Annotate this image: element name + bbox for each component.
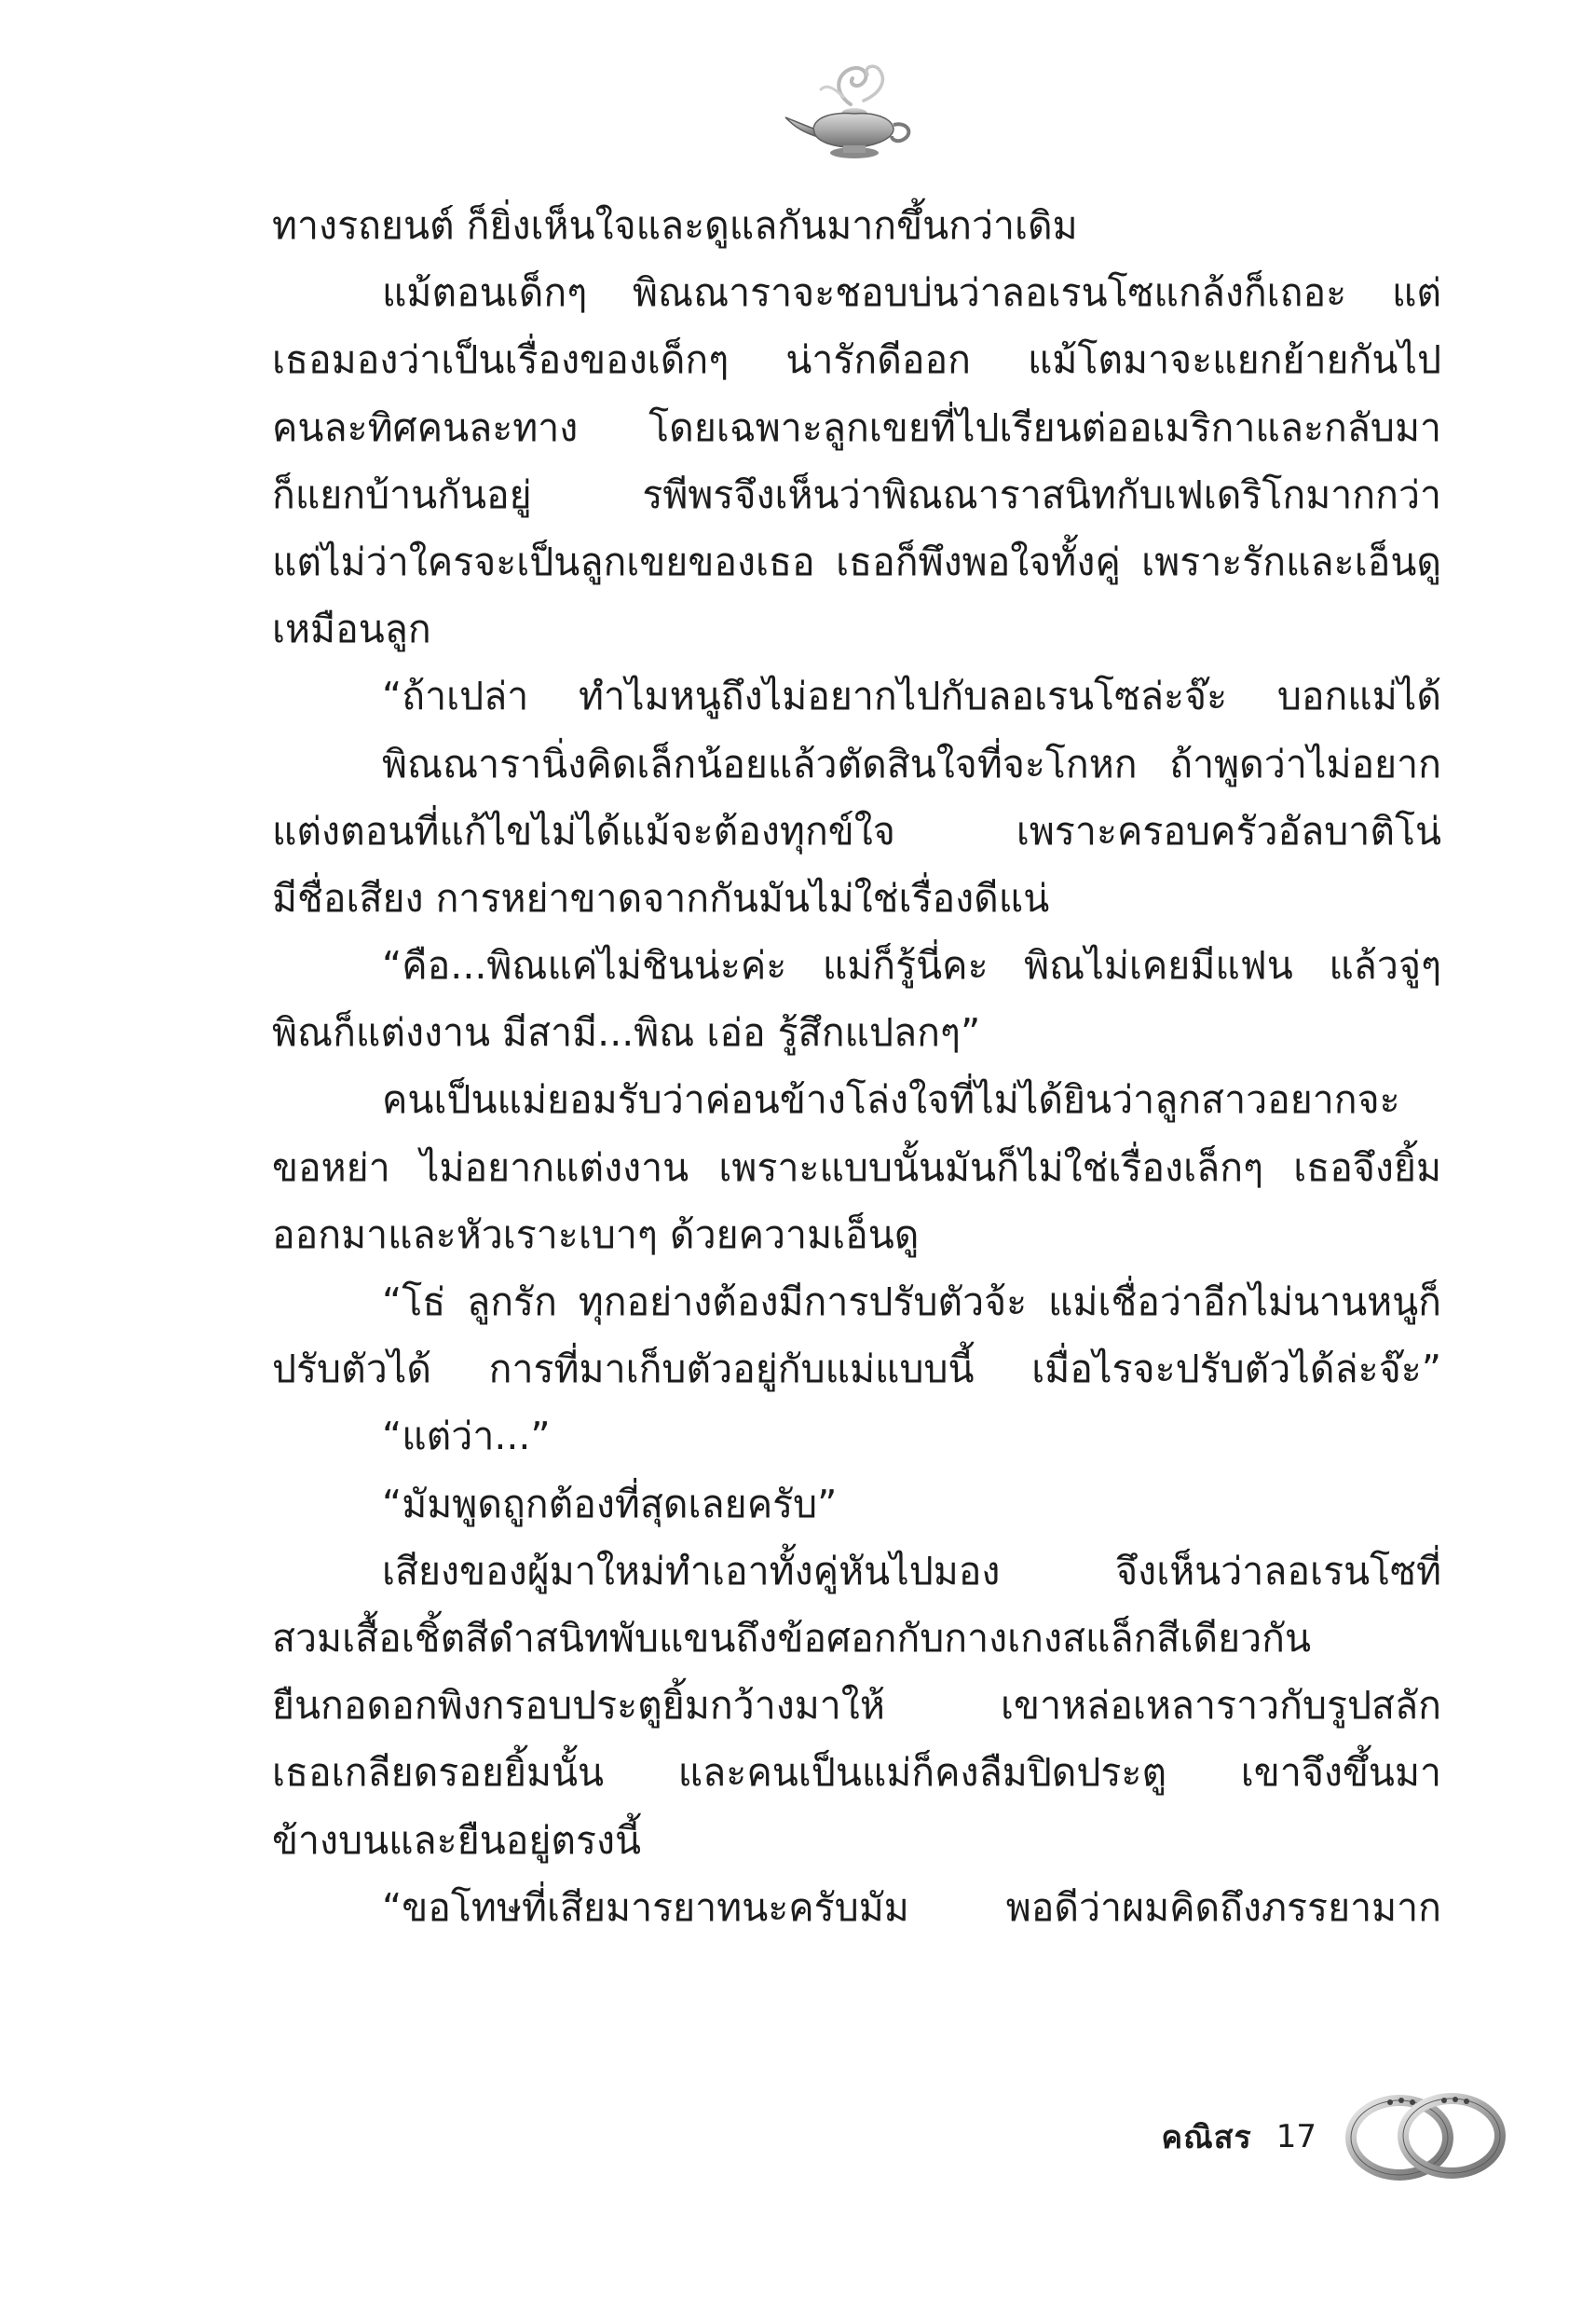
text-line: พิณก็แต่งงาน มีสามี...พิณ เอ่อ รู้สึกแปลกๆ”: [272, 1010, 981, 1056]
text-line: “โธ่ ลูกรัก ทุกอย่างต้องมีการปรับตัวจ้ะ แม่เชื่อว่าอีกไม่นานหนูก็: [382, 1279, 1441, 1324]
text-line: มีชื่อเสียง การหย่าขาดจากกันมันไม่ใช่เรื่องดีแน่: [272, 875, 1050, 921]
text-line: เธอมองว่าเป็นเรื่องของเด็กๆ น่ารักดีออก แม้โตมาจะแยกย้ายกันไป: [272, 337, 1441, 383]
text-line: เหมือนลูก: [272, 607, 431, 652]
text-line: เธอเกลียดรอยยิ้มนั้น และคนเป็นแม่ก็คงลืมปิดประตู เขาจึงขึ้นมา: [272, 1750, 1441, 1796]
text-line: “ขอโทษที่เสียมารยาทนะครับมัม พอดีว่าผมคิดถึงภรรยามาก: [382, 1884, 1441, 1930]
page-number: 17: [1275, 2118, 1316, 2155]
text-line: ออกมาและหัวเราะเบาๆ ด้วยความเอ็นดู: [272, 1211, 920, 1257]
page-footer: [1161, 2095, 1316, 2179]
text-line: เสียงของผู้มาใหม่ทำเอาทั้งคู่หันไปมอง จึงเห็นว่าลอเรนโซที่: [382, 1548, 1441, 1593]
text-line: “แต่ว่า...”: [382, 1414, 551, 1459]
wedding-rings-icon: [1342, 2076, 1509, 2197]
text-line: แม้ตอนเด็กๆ พิณณาราจะชอบบ่นว่าลอเรนโซแกล้งก็เถอะ แต่: [382, 270, 1441, 316]
text-line: ปรับตัวได้ การที่มาเก็บตัวอยู่กับแม่แบบนี้ เมื่อไรจะปรับตัวได้ล่ะจ๊ะ”: [272, 1347, 1441, 1392]
text-line: ข้างบนและยืนอยู่ตรงนี้: [272, 1817, 642, 1863]
text-line: “ถ้าเปล่า ทำไมหนูถึงไม่อยากไปกับลอเรนโซล่ะจ๊ะ บอกแม่ได้: [382, 674, 1441, 719]
text-line: ขอหย่า ไม่อยากแต่งงาน เพราะแบบนั้นมันก็ไม่ใช่เรื่องเล็กๆ เธอจึงยิ้ม: [272, 1144, 1441, 1190]
text-line: พิณณารานิ่งคิดเล็กน้อยแล้วตัดสินใจที่จะโกหก ถ้าพูดว่าไม่อยาก: [382, 741, 1441, 786]
text-line: ทางรถยนต์ ก็ยิ่งเห็นใจและดูแลกันมากขึ้นกว่าเดิม: [272, 203, 1078, 248]
text-line: คนเป็นแม่ยอมรับว่าค่อนข้างโล่งใจที่ไม่ได้ยินว่าลูกสาวอยากจะ: [382, 1077, 1400, 1123]
text-line: แต่ไม่ว่าใครจะเป็นลูกเขยของเธอ เธอก็พึงพอใจทั้งคู่ เพราะรักและเอ็นดู: [272, 539, 1441, 584]
text-line: สวมเสื้อเชิ้ตสีดำสนิทพับแขนถึงข้อศอกกับกางเกงสแล็กสีเดียวกัน: [272, 1615, 1311, 1661]
text-line: “มัมพูดถูกต้องที่สุดเลยครับ”: [382, 1481, 838, 1526]
text-line: แต่งตอนที่แก้ไขไม่ได้แม้จะต้องทุกข์ใจ เพราะครอบครัวอัลบาติโน่: [272, 808, 1441, 854]
text-line: คนละทิศคนละทาง โดยเฉพาะลูกเขยที่ไปเรียนต่ออเมริกาและกลับมา: [272, 404, 1441, 450]
text-line: ก็แยกบ้านกันอยู่ รพีพรจึงเห็นว่าพิณณาราสนิทกับเฟเดริโกมากกว่า: [272, 472, 1441, 517]
text-line: ยืนกอดอกพิงกรอบประตูยิ้มกว้างมาให้ เขาหล่อเหลาราวกับรูปสลัก: [272, 1683, 1441, 1729]
genie-lamp-icon: [778, 56, 927, 168]
book-title: คณิสร: [1161, 2119, 1252, 2156]
text-line: “คือ...พิณแค่ไม่ชินน่ะค่ะ แม่ก็รู้นี่คะ พิณไม่เคยมีแฟน แล้วจู่ๆ: [382, 943, 1441, 989]
body-text: [272, 192, 1441, 1941]
